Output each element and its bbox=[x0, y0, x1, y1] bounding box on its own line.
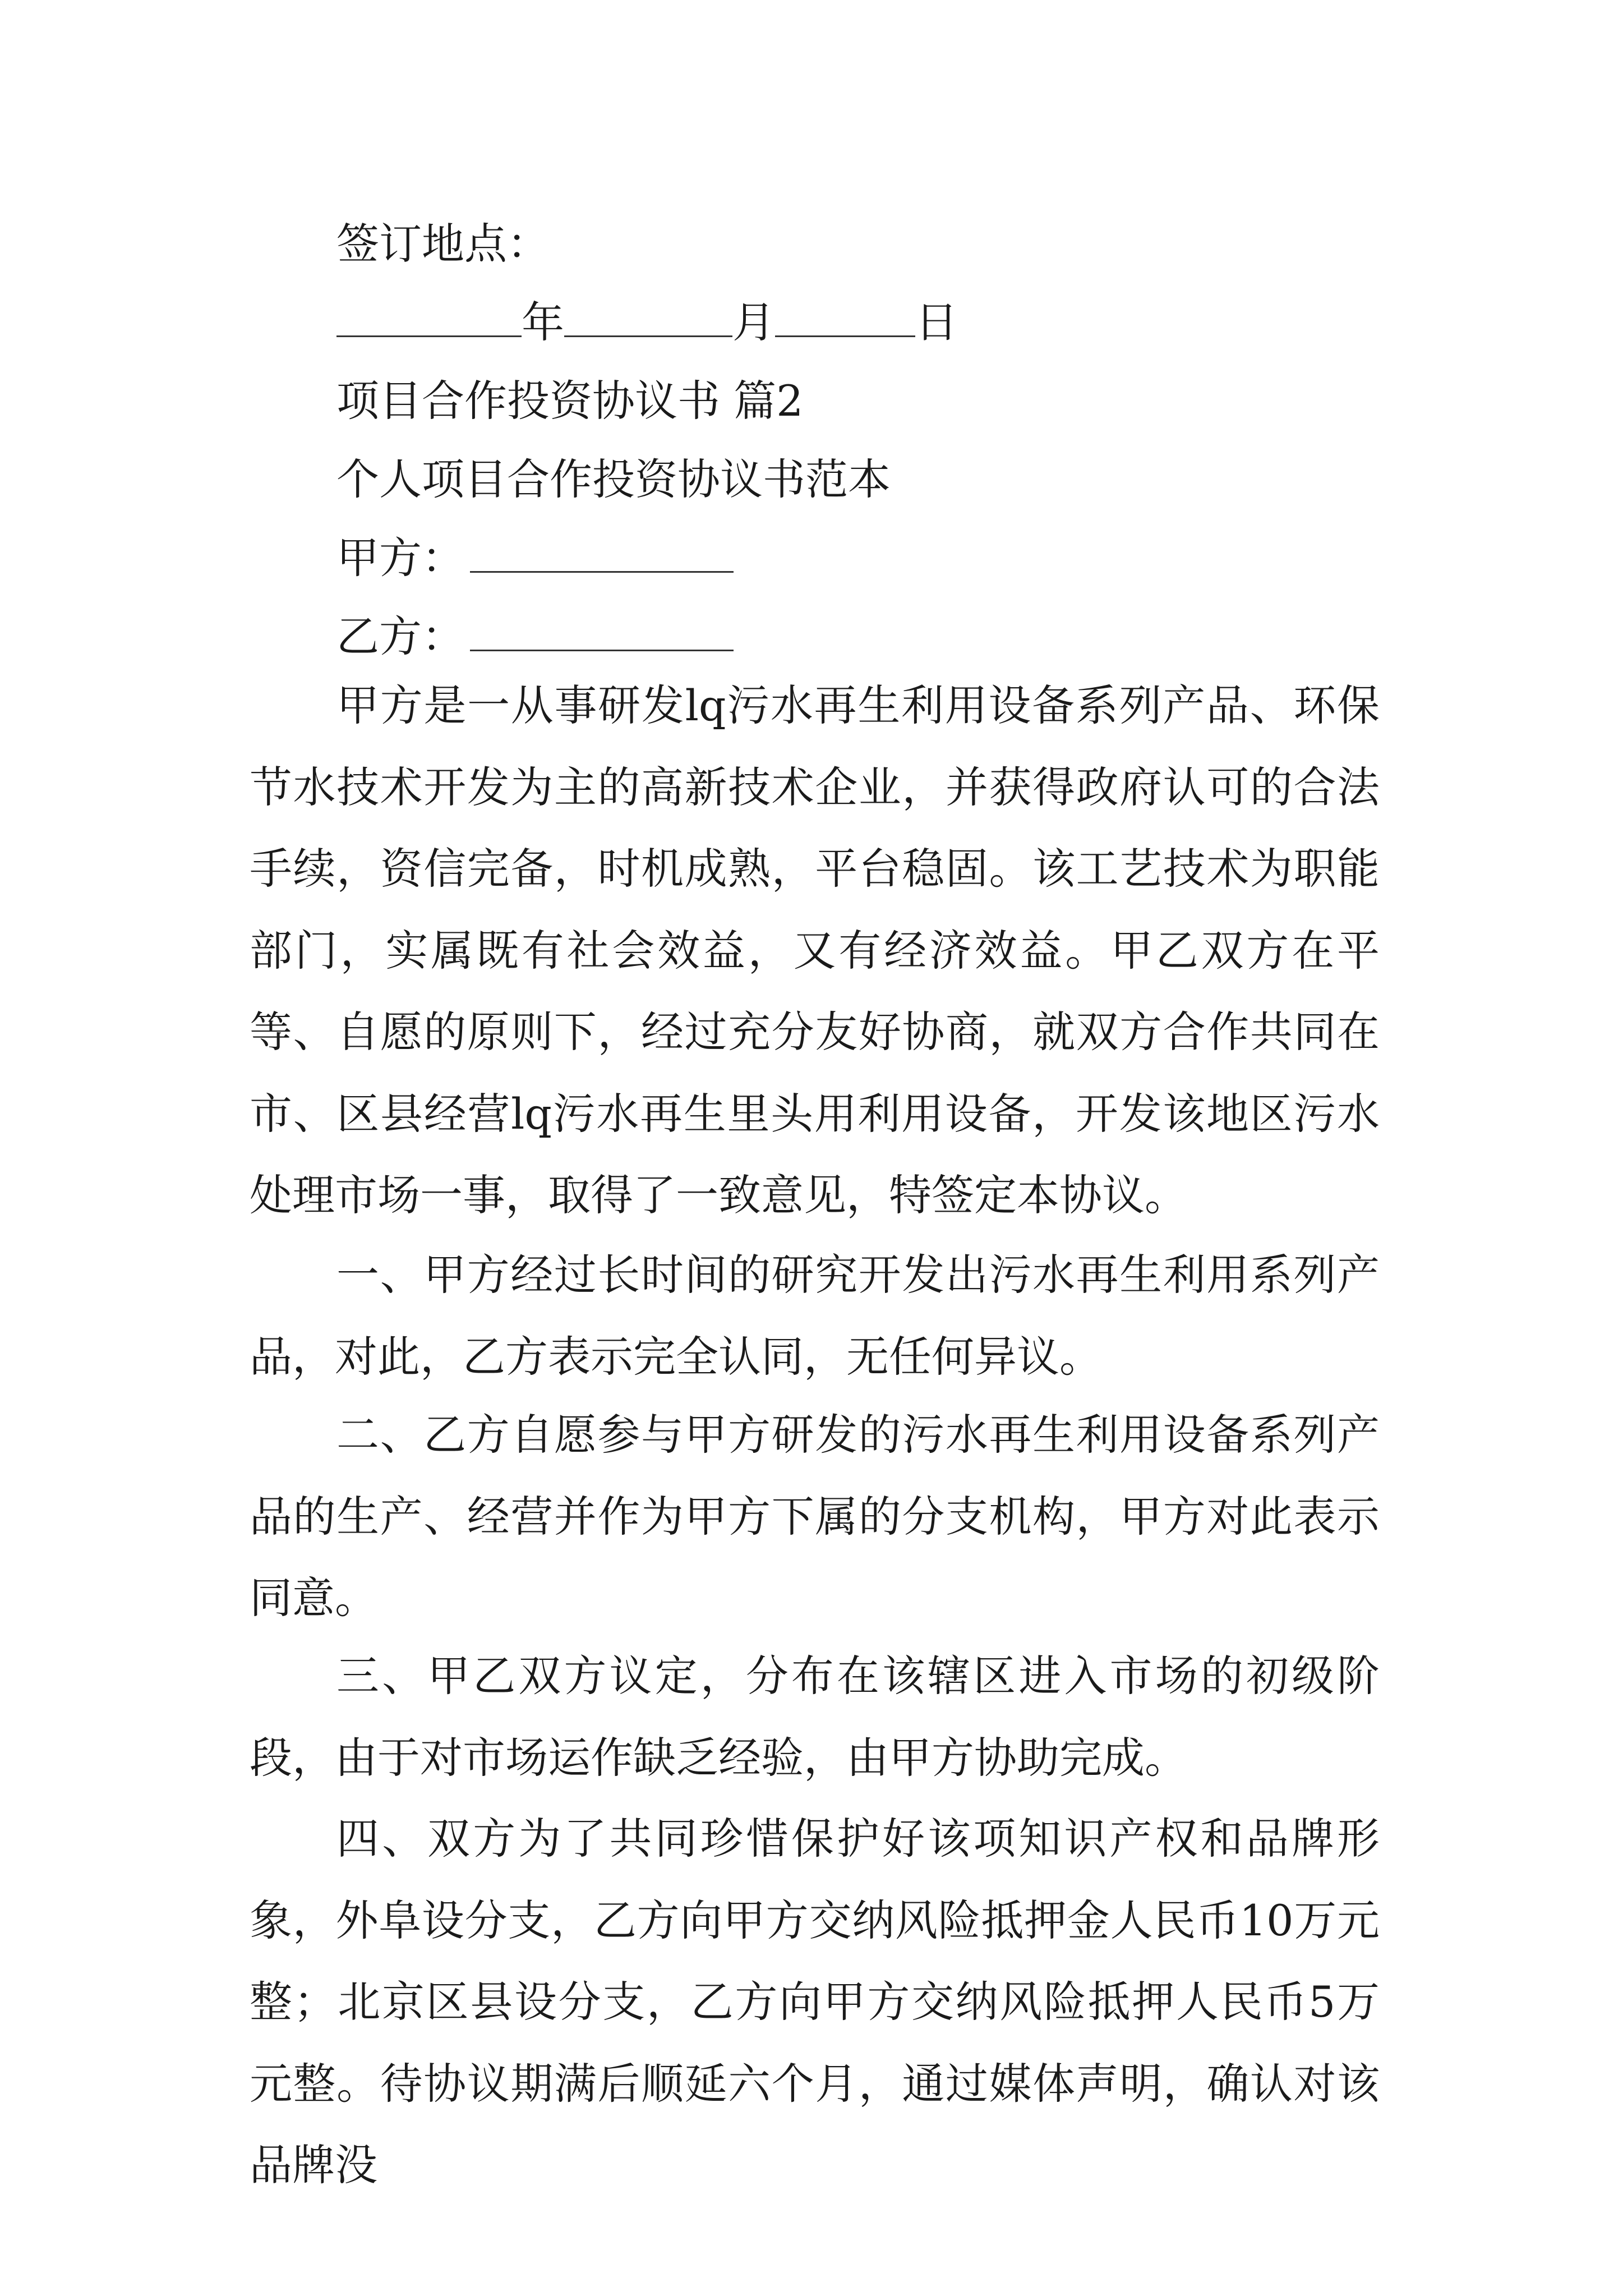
day-blank bbox=[775, 291, 915, 337]
paragraph-clause-2: 二、乙方自愿参与甲方研发的污水再生利用设备系列产品的生产、经营并作为甲方下属的分支机构，甲方对此表示同意。 bbox=[250, 1410, 1380, 1623]
party-b-label: 乙方： bbox=[336, 611, 464, 661]
paragraph-intro: 甲方是一从事研发lq污水再生利用设备系列产品、环保节水技术开发为主的高新技术企业，并获得政府认可的合法手续，资信完备，时机成熟，平台稳固。该工艺技术为职能部门，实属既有社会效益，又有经济效益。甲乙双方在平等、自愿的原则下，经过充分友好协商，就双方合作共同在市、区县经营lq污水再生里头用利用设备，开发该地区污水处理市场一事，取得了一致意见，特签定本协议。 bbox=[250, 680, 1380, 1220]
party-a-label: 甲方： bbox=[336, 533, 464, 583]
party-b-line bbox=[336, 597, 734, 676]
year-blank bbox=[336, 291, 522, 337]
paragraph-clause-3: 三、甲乙双方议定，分布在该辖区进入市场的初级阶段，由于对市场运作缺乏经验，由甲方协助完成。 bbox=[250, 1651, 1380, 1783]
document-title: 个人项目合作投资协议书范本 bbox=[336, 454, 891, 504]
sign-place-line bbox=[336, 205, 550, 283]
paragraph-clause-1: 一、甲方经过长时间的研究开发出污水再生利用系列产品，对此，乙方表示完全认同，无任何异议。 bbox=[250, 1250, 1380, 1382]
paragraph-clause-4: 四、双方为了共同珍惜保护好该项知识产权和品牌形象，外阜设分支，乙方向甲方交纳风险抵押金人民币10万元整；北京区县设分支，乙方向甲方交纳风险抵押人民币5万元整。待协议期满后顺延六个月，通过媒体声明，确认对该品牌没 bbox=[250, 1814, 1380, 2190]
party-b-blank bbox=[470, 605, 734, 651]
month-label: 月 bbox=[732, 297, 775, 347]
sign-place-label: 签订地点： bbox=[336, 219, 550, 269]
year-label: 年 bbox=[522, 297, 564, 347]
date-line bbox=[336, 283, 958, 362]
day-label: 日 bbox=[915, 297, 958, 347]
party-a-blank bbox=[470, 526, 734, 573]
party-a-line bbox=[336, 519, 734, 597]
month-blank bbox=[564, 291, 732, 337]
section-title: 项目合作投资协议书 篇2 bbox=[336, 376, 804, 426]
